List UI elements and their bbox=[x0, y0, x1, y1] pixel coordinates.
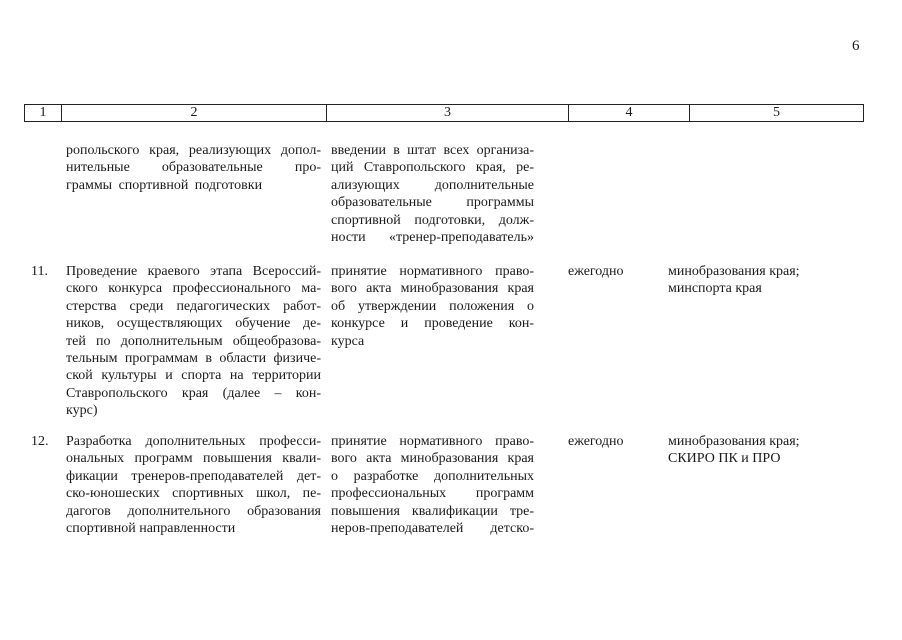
text-line: минобразования края; bbox=[668, 434, 800, 449]
header-col-1: 1 bbox=[25, 105, 62, 121]
text-line: об утверждении положения о bbox=[331, 298, 534, 314]
page-number: 6 bbox=[852, 38, 860, 54]
text-line: тей по дополнительным общеобразова- bbox=[66, 333, 321, 349]
row-number: 11. bbox=[31, 264, 48, 279]
text-line: тельным программам в области физиче- bbox=[66, 350, 321, 366]
text-line: ско-юношеских спортивных школ, пе- bbox=[66, 486, 321, 502]
text-line: принятие нормативного право- bbox=[331, 264, 534, 279]
header-col-4: 4 bbox=[569, 105, 690, 121]
text-line: ской культуры и спорта на территории bbox=[66, 368, 321, 384]
text-line: спортивной направленности bbox=[66, 520, 236, 536]
text-line: СКИРО ПК и ПРО bbox=[668, 451, 781, 467]
cell-mechanism bbox=[331, 433, 534, 537]
row-number: 12. bbox=[31, 434, 49, 449]
text-line: образовательные программы bbox=[331, 195, 534, 211]
cell-mechanism bbox=[331, 142, 534, 246]
text-line: Ставропольского края (далее – кон- bbox=[66, 385, 321, 401]
text-line: фикации тренеров-преподавателей дет- bbox=[66, 468, 321, 484]
cell-responsible bbox=[668, 433, 868, 468]
text-line: спортивной подготовки, долж- bbox=[331, 212, 534, 228]
text-line: ности «тренер-преподаватель» bbox=[331, 229, 534, 245]
cell-deadline bbox=[568, 433, 668, 450]
text-line: ежегодно bbox=[568, 434, 624, 449]
cell-responsible bbox=[668, 263, 868, 298]
text-line: вого акта минобразования края bbox=[331, 451, 534, 467]
text-line: о разработке дополнительных bbox=[331, 468, 534, 484]
cell-activity bbox=[66, 142, 321, 194]
text-line: нительные образовательные про- bbox=[66, 160, 321, 176]
header-col-2: 2 bbox=[62, 105, 327, 121]
text-line: принятие нормативного право- bbox=[331, 434, 534, 449]
text-line: граммы спортивной подготовки bbox=[66, 177, 263, 193]
text-line: ского конкурса профессионального ма- bbox=[66, 281, 321, 297]
cell-activity bbox=[66, 263, 321, 420]
text-line: курса bbox=[331, 333, 365, 349]
header-col-3: 3 bbox=[327, 105, 569, 121]
text-line: ников, осуществляющих обучение де- bbox=[66, 316, 321, 332]
cell-activity bbox=[66, 433, 321, 537]
text-line: конкурсе и проведение кон- bbox=[331, 316, 534, 332]
text-line: ональных программ повышения квали- bbox=[66, 451, 321, 467]
text-line: ропольского края, реализующих допол- bbox=[66, 143, 321, 158]
text-line: стерства среди педагогических работ- bbox=[66, 298, 321, 314]
text-line: повышения квалификации тре- bbox=[331, 503, 534, 519]
cell-deadline bbox=[568, 263, 668, 280]
text-line: неров-преподавателей детско- bbox=[331, 520, 534, 536]
table-header-row bbox=[24, 104, 864, 122]
text-line: ализующих дополнительные bbox=[331, 177, 534, 193]
text-line: минспорта края bbox=[668, 281, 762, 297]
text-line: ежегодно bbox=[568, 264, 624, 279]
text-line: минобразования края; bbox=[668, 264, 800, 279]
text-line: введении в штат всех организа- bbox=[331, 143, 534, 158]
text-line: Разработка дополнительных професси- bbox=[66, 434, 321, 449]
text-line: профессиональных программ bbox=[331, 486, 534, 502]
text-line: дагогов дополнительного образования bbox=[66, 503, 321, 519]
text-line: ций Ставропольского края, ре- bbox=[331, 160, 534, 176]
text-line: вого акта минобразования края bbox=[331, 281, 534, 297]
text-line: курс) bbox=[66, 403, 98, 419]
text-line: Проведение краевого этапа Всероссий- bbox=[66, 264, 321, 279]
cell-mechanism bbox=[331, 263, 534, 350]
header-col-5: 5 bbox=[773, 105, 780, 120]
